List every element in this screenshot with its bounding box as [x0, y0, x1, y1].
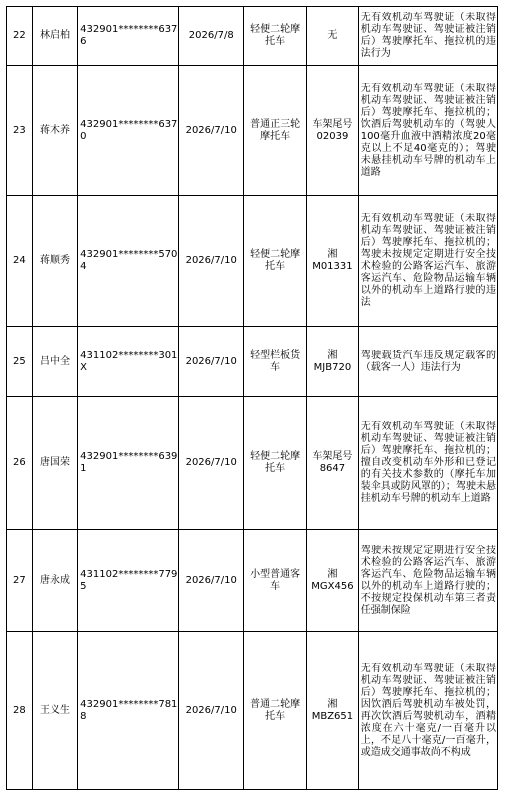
plate-number: 湘M01331 — [312, 249, 353, 272]
person-name: 吕中全 — [39, 355, 70, 367]
violation-date: 2026/7/10 — [185, 457, 237, 468]
vehicle-type: 普通正三轮摩托车 — [250, 118, 301, 142]
row-number-cell — [7, 530, 33, 632]
id-number-cell — [78, 7, 179, 66]
table-body — [7, 7, 498, 790]
violations-table — [6, 6, 498, 790]
plate-number-cell — [307, 196, 359, 327]
id-number: 432901********6370 — [80, 118, 178, 142]
violation-description-cell — [358, 530, 497, 632]
person-name: 蒋木养 — [39, 124, 70, 136]
id-number-cell — [78, 327, 179, 397]
person-name: 蒋顺秀 — [39, 255, 70, 266]
id-number-cell — [78, 196, 179, 327]
person-name: 唐国荣 — [39, 457, 70, 468]
vehicle-type-cell — [244, 7, 307, 66]
vehicle-type-cell — [244, 530, 307, 632]
id-number-cell — [78, 530, 179, 632]
violation-description: 无有效机动车驾驶证（未取得机动车驾驶证、驾驶证被注销后）驾驶摩托车、拖拉机的违法行为 — [360, 12, 496, 59]
id-number: 431102********301X — [80, 349, 178, 373]
row-number-cell — [7, 632, 33, 790]
violation-description-cell — [358, 327, 497, 397]
person-name: 林启柏 — [39, 30, 70, 41]
id-number: 432901********5704 — [80, 249, 178, 272]
person-name-cell — [32, 66, 77, 196]
violation-description: 驾驶载货汽车违反规定载客的（载客一人）违法行为 — [360, 349, 496, 373]
person-name-cell — [32, 196, 77, 327]
row-number-cell — [7, 196, 33, 327]
row-number: 27 — [13, 574, 26, 586]
violation-date: 2026/7/10 — [185, 255, 237, 266]
row-number: 28 — [13, 704, 26, 716]
person-name: 王义生 — [39, 704, 70, 716]
violation-description-cell — [358, 7, 497, 66]
plate-number-cell — [307, 530, 359, 632]
plate-number: 无 — [327, 30, 338, 41]
row-number: 24 — [13, 255, 26, 266]
table-row — [7, 327, 498, 397]
violation-description-cell — [358, 196, 497, 327]
violation-date-cell — [179, 66, 244, 196]
person-name-cell — [32, 397, 77, 530]
violation-description: 无有效机动车驾驶证（未取得机动车驾驶证、驾驶证被注销后）驾驶摩托车、拖拉机的；擅自改变机动车外形和已登记的有关技术参数的（摩托车加装伞具或防风罩的）；驾驶未悬挂机动车号牌的机动车上道路 — [360, 421, 496, 504]
vehicle-type: 轻型栏板货车 — [250, 349, 301, 373]
id-number-cell — [78, 66, 179, 196]
person-name-cell — [32, 530, 77, 632]
plate-number: 湘MGX456 — [311, 568, 354, 592]
violation-date-cell — [179, 327, 244, 397]
vehicle-type-cell — [244, 397, 307, 530]
violation-description-cell — [358, 66, 497, 196]
plate-number-cell — [307, 632, 359, 790]
violation-date-cell — [179, 530, 244, 632]
plate-number-cell — [307, 66, 359, 196]
table-row — [7, 632, 498, 790]
table-row — [7, 7, 498, 66]
id-number-cell — [78, 632, 179, 790]
vehicle-type: 轻便二轮摩托车 — [250, 451, 301, 474]
vehicle-type-cell — [244, 632, 307, 790]
plate-number: 湘MJB720 — [313, 349, 352, 373]
table-row — [7, 530, 498, 632]
violation-description: 无有效机动车驾驶证（未取得机动车驾驶证、驾驶证被注销后）驾驶摩托车、拖拉机的；驾驶未按规定定期进行安全技术检验的公路客运汽车、旅游客运汽车、危险物品运输车辆以外的机动车上道路行驶的违法 — [360, 213, 496, 308]
plate-number-cell — [307, 397, 359, 530]
table-row — [7, 196, 498, 327]
person-name-cell — [32, 632, 77, 790]
row-number-cell — [7, 397, 33, 530]
violation-description: 无有效机动车驾驶证（未取得机动车驾驶证、驾驶证被注销后）驾驶摩托车、拖拉机的；饮酒后驾驶机动车的（驾驶人100毫升血液中酒精浓度20毫克以上不足40毫克的）；驾驶未悬挂机动车号牌的机动车上道路 — [360, 82, 496, 178]
row-number: 22 — [13, 30, 26, 41]
id-number-cell — [78, 397, 179, 530]
row-number-cell — [7, 7, 33, 66]
vehicle-type: 普通二轮摩托车 — [250, 698, 301, 722]
violation-date: 2026/7/10 — [185, 704, 237, 716]
violation-date: 2026/7/8 — [188, 30, 234, 41]
violation-description-cell — [358, 632, 497, 790]
violation-date-cell — [179, 196, 244, 327]
plate-number: 湘MBZ651 — [311, 698, 354, 722]
person-name-cell — [32, 327, 77, 397]
vehicle-type: 轻便二轮摩托车 — [250, 24, 301, 47]
violation-description: 无有效机动车驾驶证（未取得机动车驾驶证、驾驶证被注销后）驾驶摩托车、拖拉机的；因饮酒后驾驶机动车被处罚，再次饮酒后驾驶机动车，酒精浓度在六十毫克/一百毫升以上，不足八十毫克/一百毫升，或造成交通事故尚不构成 — [360, 662, 496, 758]
violation-date-cell — [179, 397, 244, 530]
vehicle-type-cell — [244, 327, 307, 397]
vehicle-type-cell — [244, 66, 307, 196]
id-number: 431102********7795 — [80, 568, 178, 592]
vehicle-type-cell — [244, 196, 307, 327]
violation-date: 2026/7/10 — [185, 574, 237, 586]
violation-date-cell — [179, 632, 244, 790]
table-row — [7, 66, 498, 196]
plate-number-cell — [307, 7, 359, 66]
violation-date-cell — [179, 7, 244, 66]
violation-date: 2026/7/10 — [185, 124, 237, 136]
vehicle-type: 轻便二轮摩托车 — [250, 249, 301, 272]
row-number: 25 — [13, 355, 26, 367]
violation-description: 驾驶未按规定定期进行安全技术检验的公路客运汽车、旅游客运汽车、危险物品运输车辆以外的机动车上道路行驶的；不按规定投保机动车第三者责任强制保险 — [360, 544, 496, 616]
vehicle-type: 小型普通客车 — [250, 568, 301, 592]
id-number: 432901********6376 — [80, 24, 178, 47]
row-number: 23 — [13, 124, 26, 136]
person-name-cell — [32, 7, 77, 66]
table-row — [7, 397, 498, 530]
row-number-cell — [7, 327, 33, 397]
person-name: 唐永成 — [39, 574, 70, 586]
row-number: 26 — [13, 457, 26, 468]
plate-number-cell — [307, 327, 359, 397]
id-number: 432901********6391 — [80, 451, 178, 474]
violation-description-cell — [358, 397, 497, 530]
plate-number: 车架尾号02039 — [312, 118, 353, 142]
row-number-cell — [7, 66, 33, 196]
id-number: 432901********7818 — [80, 698, 178, 722]
violation-date: 2026/7/10 — [185, 355, 237, 367]
plate-number: 车架尾号8647 — [312, 451, 353, 474]
